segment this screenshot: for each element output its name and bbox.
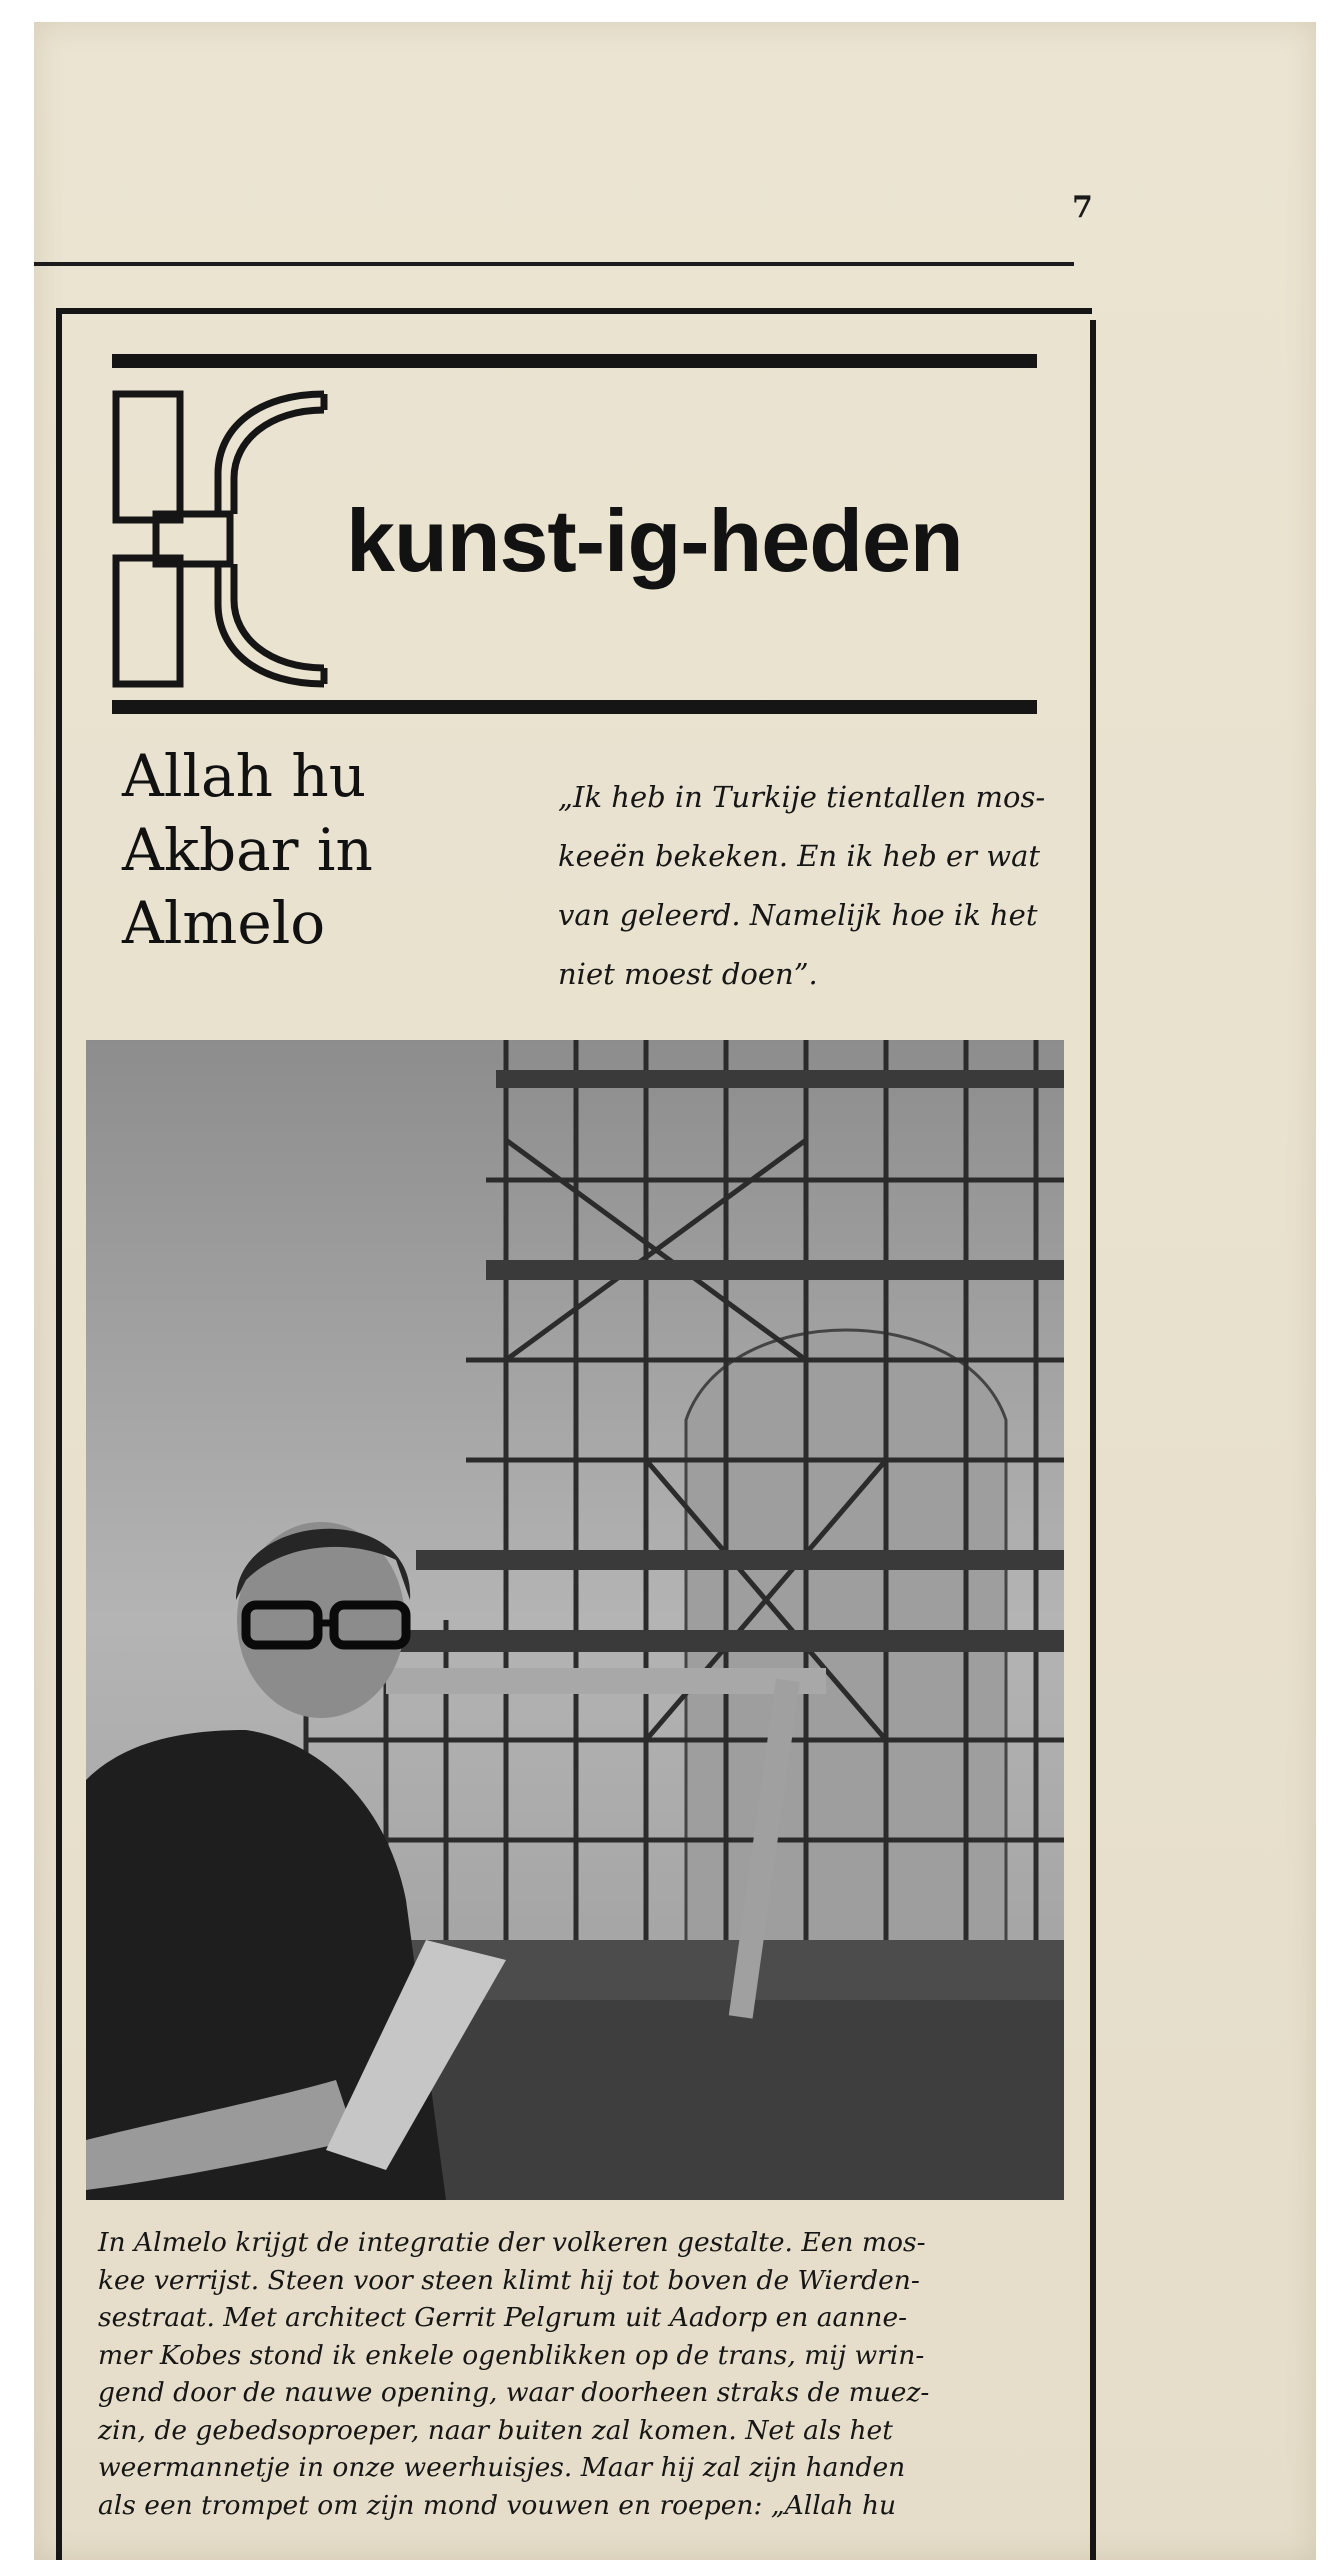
article-line: kee verrijst. Steen voor steen klimt hij tot boven de Wierden- — [98, 2264, 920, 2296]
article-frame-top — [56, 308, 1092, 314]
article-line: gend door de nauwe opening, waar doorheen straks de muez- — [98, 2377, 930, 2408]
header-band-top — [112, 354, 1037, 368]
article-line: weermannetje in onze weerhuisjes. Maar hij zal zijn handen — [98, 2452, 906, 2483]
wooden-beam — [386, 1668, 826, 1694]
article-line: als een trompet om zijn mond vouwen en roepen: „Allah hu — [98, 2489, 897, 2521]
header-band-bottom — [112, 700, 1037, 714]
k-logo-icon — [110, 386, 332, 692]
article-line: mer Kobes stond ik enkele ogenblikken op de trans, mij wrin- — [98, 2339, 925, 2371]
top-rule — [34, 262, 1074, 266]
headline-line: Akbar in — [122, 815, 373, 884]
article-line: sestraat. Met architect Gerrit Pelgrum uit Aadorp en aanne- — [98, 2302, 908, 2333]
article-frame-left — [56, 308, 62, 2560]
section-title: kunst-ig-heden — [346, 491, 963, 590]
page-number: 7 — [1072, 190, 1093, 225]
quote-line: keeën bekeken. En ik heb er wat — [558, 839, 1041, 873]
article-headline — [122, 740, 442, 961]
headline-line: Almelo — [122, 889, 326, 958]
article-line: zin, de gebedsoproeper, naar buiten zal komen. Net als het — [98, 2414, 893, 2446]
quote-line: „Ik heb in Turkije tientallen mos- — [558, 780, 1046, 814]
pull-quote — [558, 768, 1090, 1004]
article-frame-right — [1090, 320, 1096, 2560]
headline-line: Allah hu — [122, 742, 367, 810]
quote-line: niet moest doen”. — [558, 957, 818, 991]
quote-line: van geleerd. Namelijk hoe ik het — [558, 898, 1038, 932]
article-body — [98, 2224, 1068, 2524]
article-photo — [86, 1040, 1064, 2200]
article-line: In Almelo krijgt de integratie der volkeren gestalte. Een mos- — [98, 2227, 926, 2258]
